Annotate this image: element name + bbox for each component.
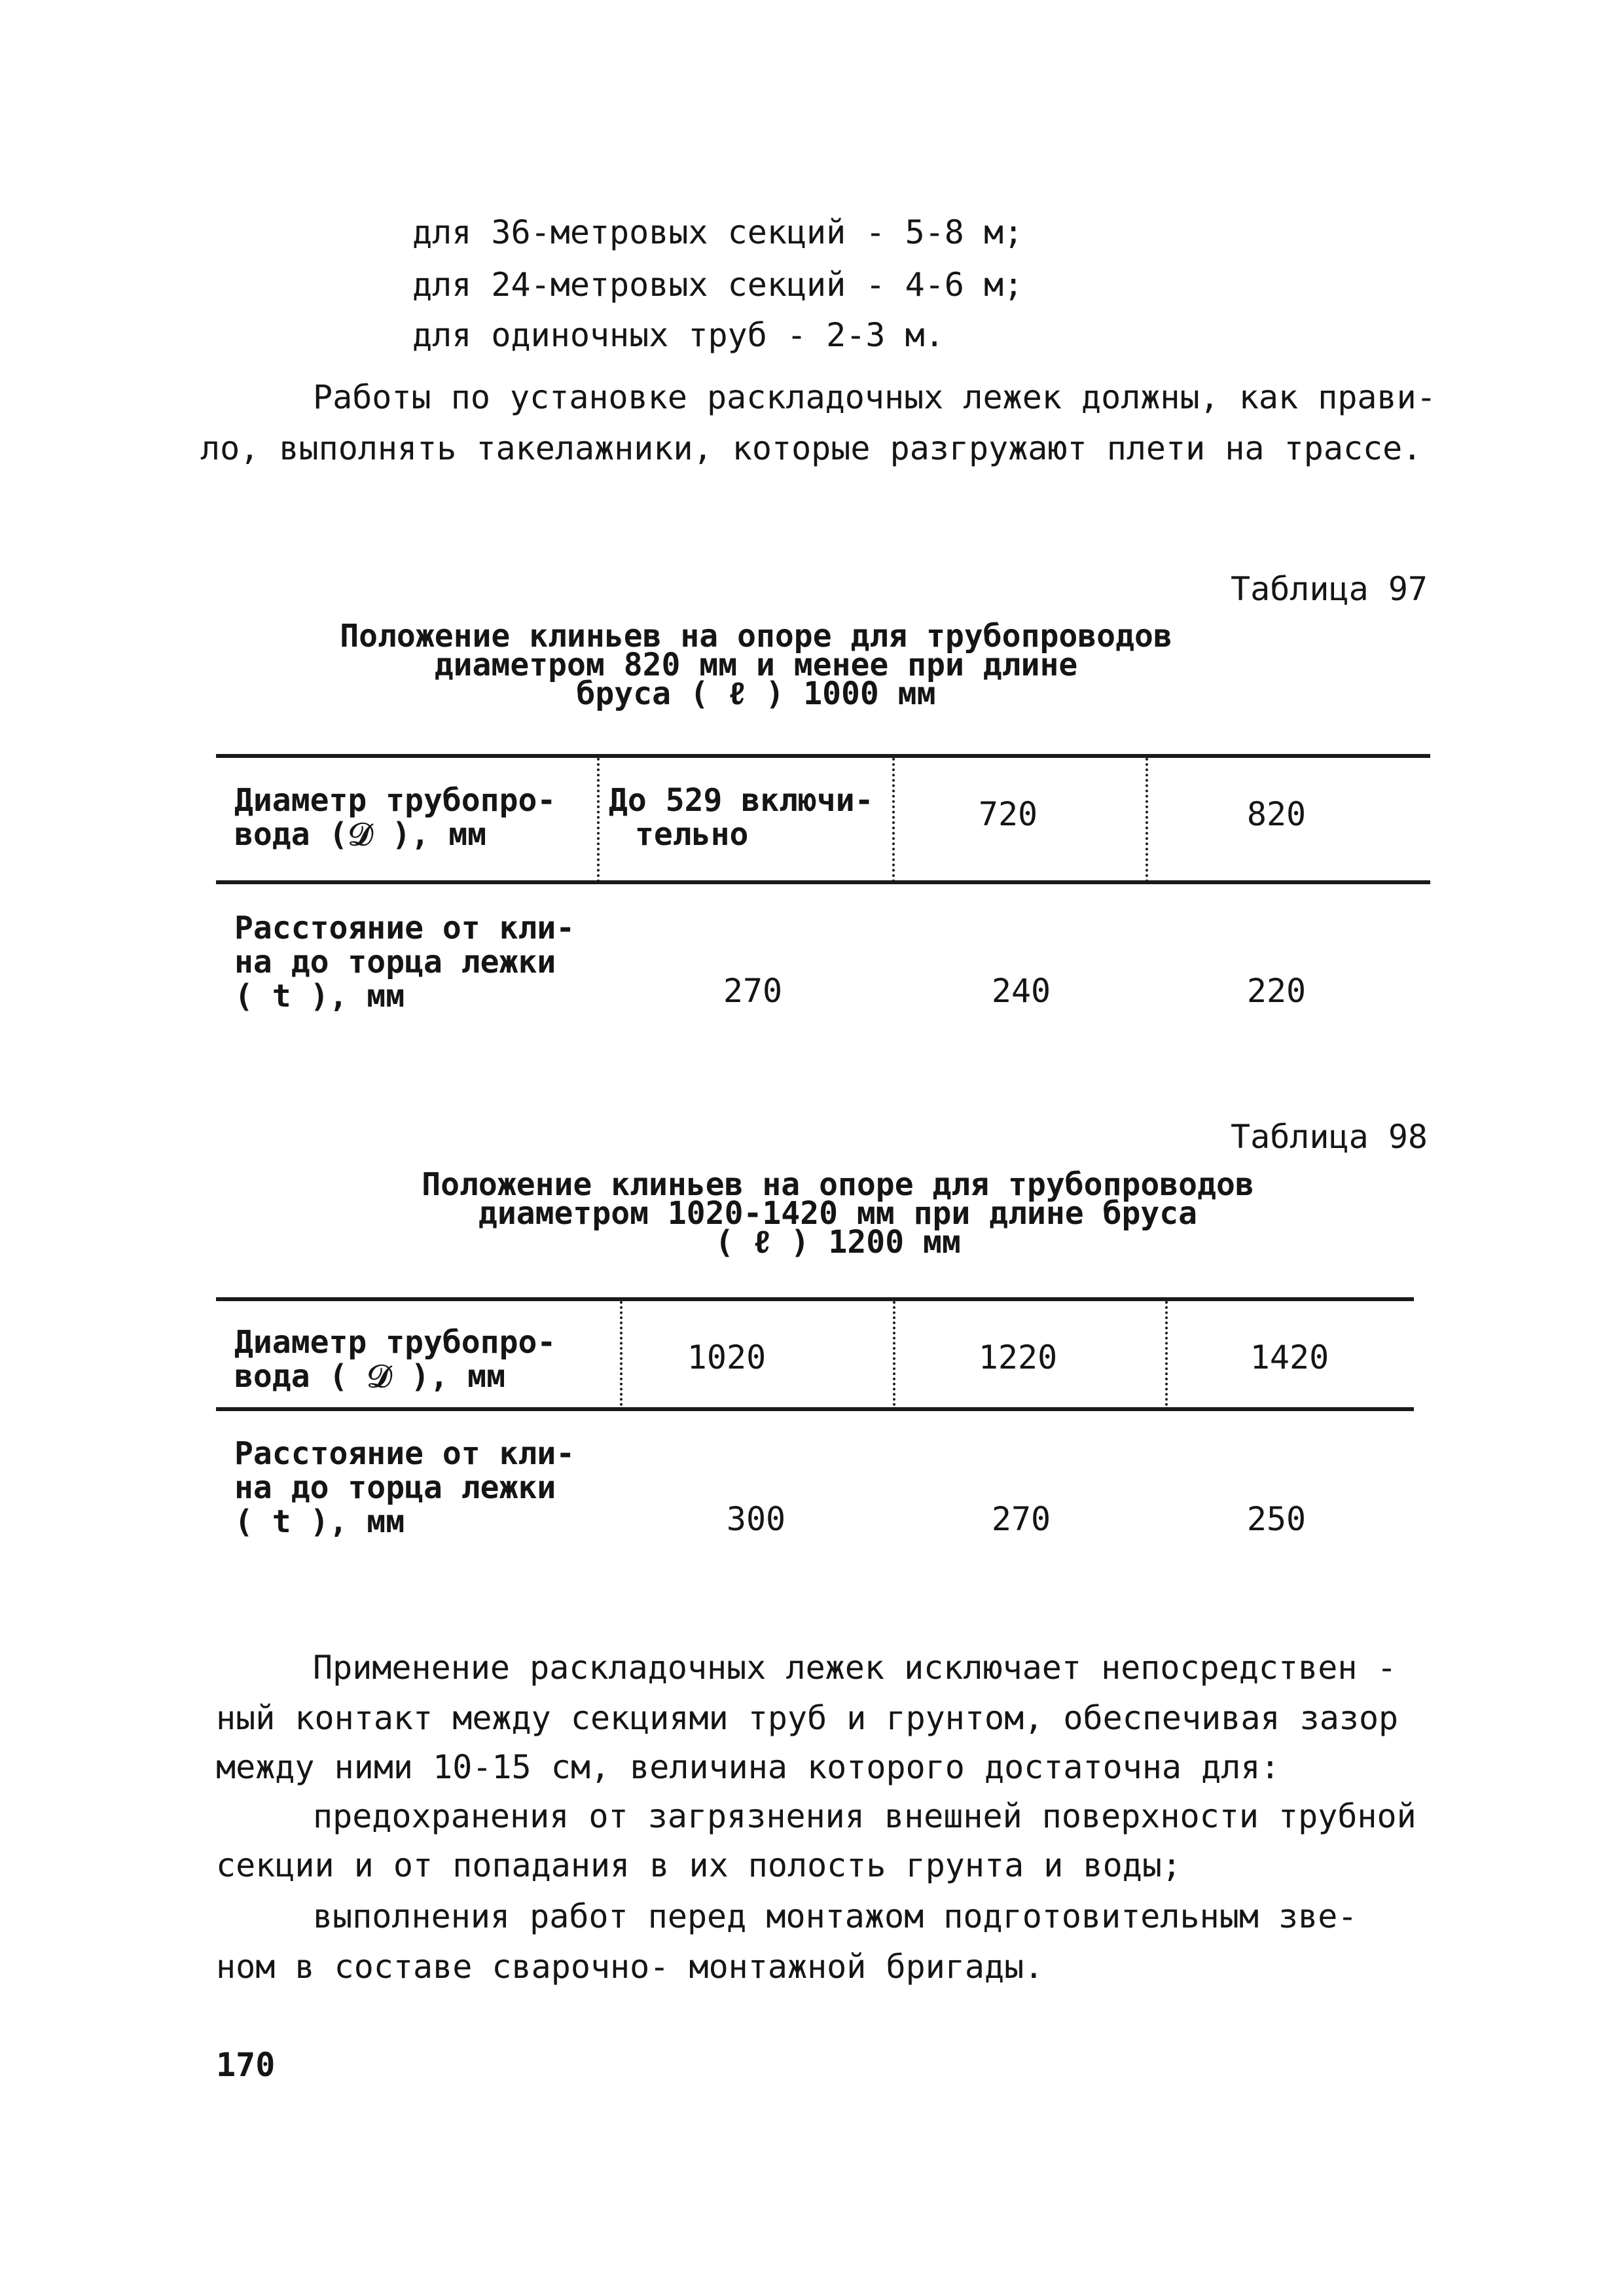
table98-distance-header-line-3: ( t ), мм xyxy=(234,1503,405,1540)
table98-diameter-1: 1020 xyxy=(687,1338,767,1376)
table97-diameter-header-line-2: вода (𝒟 ), мм xyxy=(234,816,487,853)
table98-caption-line-2: диаметром 1020-1420 мм при длине бруса xyxy=(478,1195,1198,1232)
table97-caption-line-3: бруса ( ℓ ) 1000 мм xyxy=(576,675,936,712)
table98-separator-3 xyxy=(1165,1301,1170,1406)
paragraph1-line-2: ло, выполнять такелажники, которые разгружают плети на трассе. xyxy=(200,429,1422,467)
table97-col3-header: 820 xyxy=(1246,795,1307,833)
table97-value-2: 240 xyxy=(991,972,1051,1010)
table97-value-1: 270 xyxy=(723,972,783,1010)
paragraph2-line-1: Применение раскладочных лежек исключает непосредствен - xyxy=(313,1649,1397,1687)
paragraph2-line-5: секции и от попадания в их полость грунта и воды; xyxy=(216,1846,1182,1884)
paragraph1-line-1: Работы по установке раскладочных лежек должны, как прави- xyxy=(313,378,1436,416)
table97-diameter-header xyxy=(234,783,556,852)
table97-diameter-header-line-1: Диаметр трубопро- xyxy=(234,782,556,819)
table98-separator-1 xyxy=(620,1301,625,1406)
paragraph2-line-7: ном в составе сварочно- монтажной бригады. xyxy=(216,1948,1044,1986)
table97-caption-line-2: диаметром 820 мм и менее при длине xyxy=(434,647,1078,683)
paragraph2-line-3: между ними 10-15 см, величина которого достаточна для: xyxy=(216,1748,1280,1786)
table98-diameter-header xyxy=(234,1325,556,1393)
intro-line-2: для 24-метровых секций - 4-6 м; xyxy=(412,266,1024,304)
paragraph2-line-2: ный контакт между секциями труб и грунтом, обеспечивая зазор xyxy=(216,1699,1399,1737)
table98-distance-header-line-1: Расстояние от кли- xyxy=(234,1435,575,1472)
table97-value-3: 220 xyxy=(1246,972,1307,1010)
table98-label: Таблица 98 xyxy=(1231,1118,1428,1156)
paragraph2-line-4: предохранения от загрязнения внешней поверхности трубной xyxy=(313,1797,1416,1835)
table97-separator-3 xyxy=(1146,758,1151,882)
table97-col2-header: 720 xyxy=(978,795,1038,833)
table98-caption xyxy=(216,1166,1460,1261)
table98-caption-line-1: Положение клиньев на опоре для трубопроводов xyxy=(422,1166,1254,1203)
table98-diameter-2: 1220 xyxy=(978,1338,1058,1376)
table98-distance-header-line-2: на до торца лежки xyxy=(234,1469,556,1506)
table97-caption xyxy=(216,618,1296,712)
table98-distance-header xyxy=(234,1437,575,1539)
table97-distance-header-line-1: Расстояние от кли- xyxy=(234,910,575,946)
table97-distance-header-line-3: ( t ), мм xyxy=(234,978,405,1014)
paragraph2-line-6: выполнения работ перед монтажом подготовительным зве- xyxy=(313,1897,1358,1935)
table98-top-rule xyxy=(216,1297,1414,1301)
table97-caption-line-1: Положение клиньев на опоре для трубопроводов xyxy=(340,618,1172,655)
table97-distance-header xyxy=(234,911,575,1013)
table97-separator-1 xyxy=(597,758,602,882)
table98-diameter-header-line-2: вода ( 𝒟 ), мм xyxy=(234,1358,505,1395)
table97-label: Таблица 97 xyxy=(1231,570,1428,608)
table98-separator-2 xyxy=(893,1301,898,1406)
table98-header-rule xyxy=(216,1407,1414,1411)
table98-diameter-3: 1420 xyxy=(1250,1338,1329,1376)
table98-diameter-header-line-1: Диаметр трубопро- xyxy=(234,1324,556,1361)
table97-top-rule xyxy=(216,754,1430,758)
table98-caption-line-3: ( ℓ ) 1200 мм xyxy=(715,1224,961,1261)
table98-value-1: 300 xyxy=(726,1500,786,1538)
table97-col1-header xyxy=(609,783,874,852)
intro-line-3: для одиночных труб - 2-3 м. xyxy=(412,316,945,354)
table97-col1-header-line-1: До 529 включи- xyxy=(609,782,874,819)
page-number: 170 xyxy=(216,2046,276,2084)
intro-line-1: для 36-метровых секций - 5-8 м; xyxy=(412,213,1024,251)
table97-distance-header-line-2: на до торца лежки xyxy=(234,944,556,980)
table97-header-rule xyxy=(216,880,1430,884)
table98-value-3: 250 xyxy=(1246,1500,1307,1538)
table97-col1-header-line-2: тельно xyxy=(635,816,749,853)
table98-value-2: 270 xyxy=(991,1500,1051,1538)
table97-separator-2 xyxy=(892,758,897,882)
